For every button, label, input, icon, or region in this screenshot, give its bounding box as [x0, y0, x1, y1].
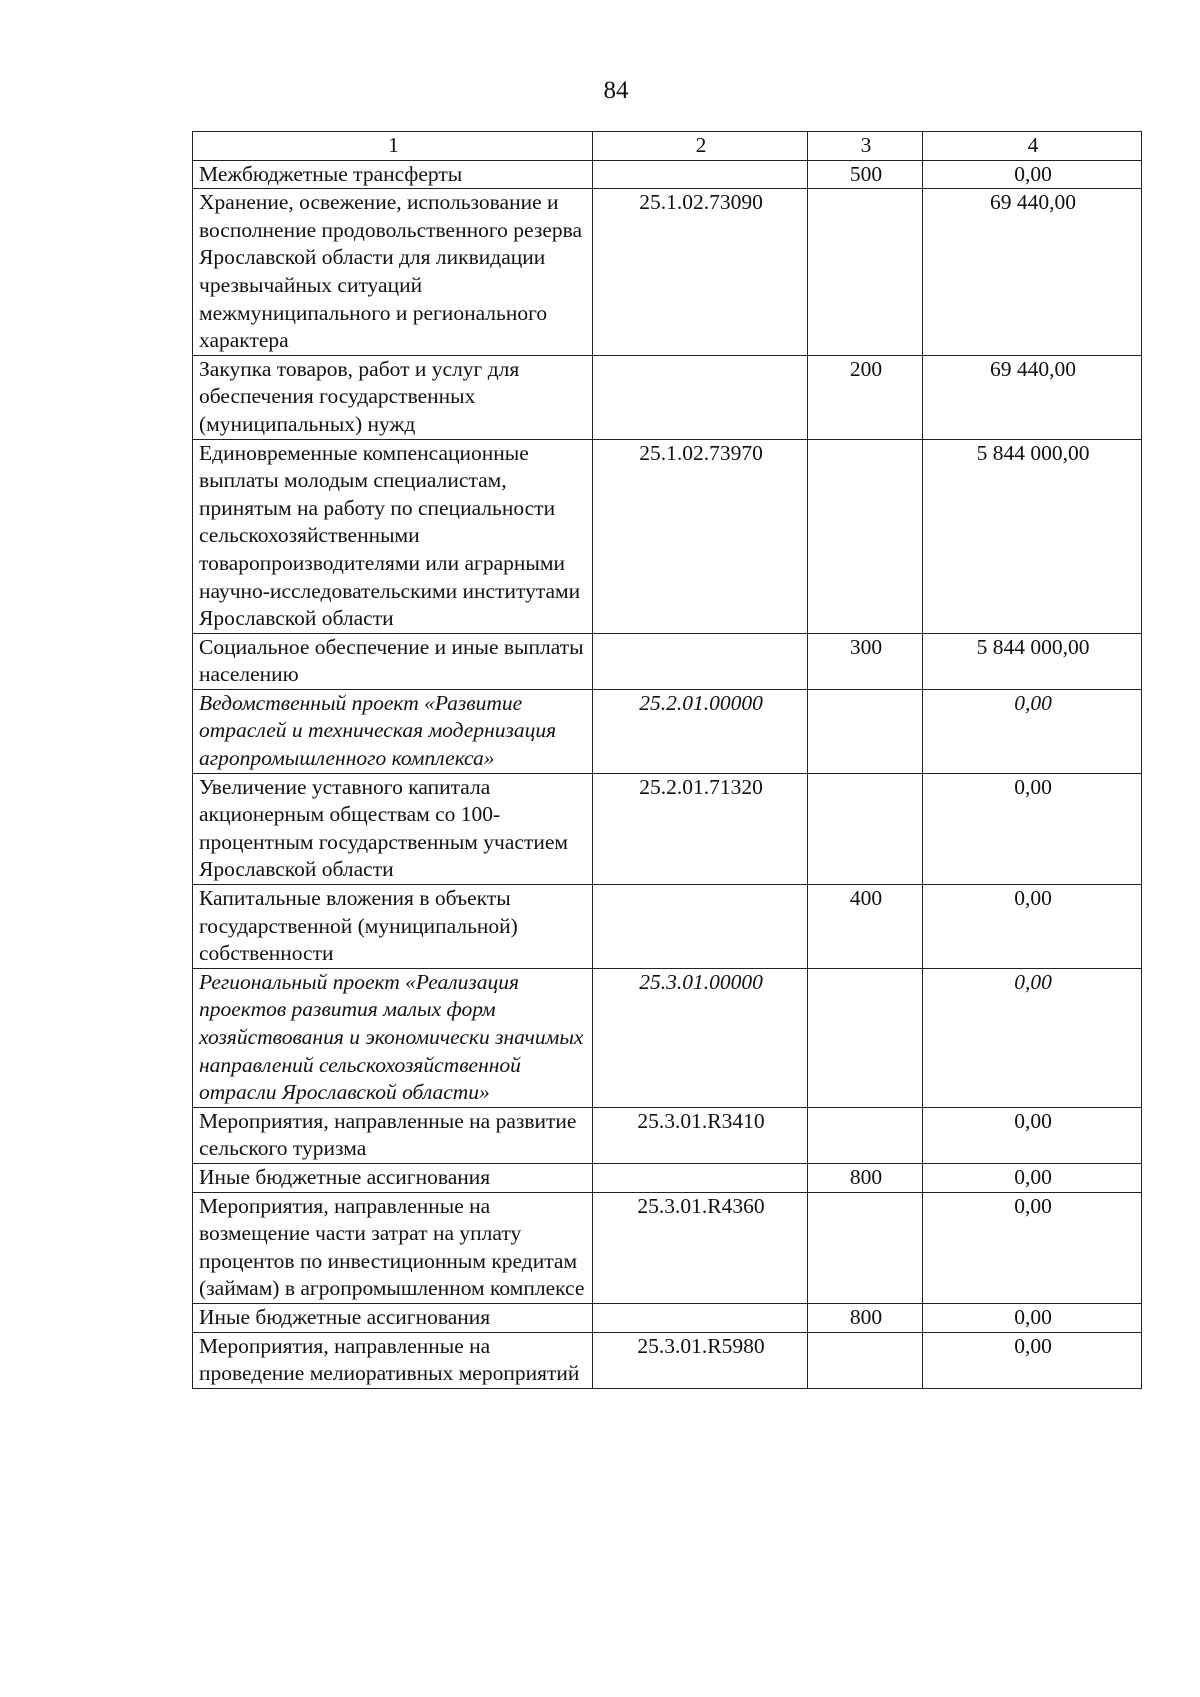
row-name-cell: Капитальные вложения в объекты государственной (муниципальной) собственности	[193, 885, 593, 969]
header-row	[193, 132, 1142, 161]
row-name-cell: Мероприятия, направленные на проведение мелиоративных мероприятий	[193, 1332, 593, 1388]
row-code-cell	[593, 355, 808, 439]
row-amount-cell: 69 440,00	[923, 355, 1142, 439]
row-amount-cell: 0,00	[923, 1332, 1142, 1388]
row-code-cell: 25.2.01.71320	[593, 773, 808, 884]
row-type-cell	[808, 689, 923, 773]
row-code-cell: 25.1.02.73090	[593, 189, 808, 356]
row-code-cell	[593, 885, 808, 969]
table-row	[193, 1107, 1142, 1163]
row-name-cell: Межбюджетные трансферты	[193, 160, 593, 189]
row-type-cell	[808, 968, 923, 1107]
row-type-cell: 800	[808, 1303, 923, 1332]
row-name-cell: Увеличение уставного капитала акционерным обществам со 100-процентным государственным участием Ярославской области	[193, 773, 593, 884]
row-type-cell	[808, 1192, 923, 1303]
row-amount-cell: 0,00	[923, 689, 1142, 773]
row-name-cell: Хранение, освежение, использование и восполнение продовольственного резерва Ярославской области для ликвидации чрезвычайных ситуаций межмуниципального и регионального характера	[193, 189, 593, 356]
table-row	[193, 355, 1142, 439]
table-body	[193, 132, 1142, 1389]
row-code-cell: 25.1.02.73970	[593, 439, 808, 633]
row-code-cell	[593, 160, 808, 189]
row-name-cell: Региональный проект «Реализация проектов развития малых форм хозяйствования и экономически значимых направлений сельскохозяйственной отрасли Ярославской области»	[193, 968, 593, 1107]
table-row	[193, 160, 1142, 189]
row-type-cell: 300	[808, 633, 923, 689]
table-row	[193, 189, 1142, 356]
row-type-cell	[808, 439, 923, 633]
row-code-cell: 25.3.01.R4360	[593, 1192, 808, 1303]
row-code-cell	[593, 633, 808, 689]
row-amount-cell: 0,00	[923, 1303, 1142, 1332]
row-amount-cell: 0,00	[923, 1192, 1142, 1303]
table-row	[193, 1192, 1142, 1303]
row-code-cell: 25.3.01.00000	[593, 968, 808, 1107]
table-row	[193, 885, 1142, 969]
table-row	[193, 1332, 1142, 1388]
row-amount-cell: 0,00	[923, 160, 1142, 189]
row-name-cell: Ведомственный проект «Развитие отраслей и техническая модернизация агропромышленного комплекса»	[193, 689, 593, 773]
header-cell-4: 4	[923, 132, 1142, 161]
row-code-cell	[593, 1303, 808, 1332]
row-code-cell: 25.3.01.R3410	[593, 1107, 808, 1163]
table-row	[193, 689, 1142, 773]
row-code-cell: 25.3.01.R5980	[593, 1332, 808, 1388]
row-amount-cell: 0,00	[923, 885, 1142, 969]
table-row	[193, 1163, 1142, 1192]
header-cell-2: 2	[593, 132, 808, 161]
row-code-cell: 25.2.01.00000	[593, 689, 808, 773]
row-amount-cell: 5 844 000,00	[923, 439, 1142, 633]
row-name-cell: Иные бюджетные ассигнования	[193, 1163, 593, 1192]
row-type-cell: 800	[808, 1163, 923, 1192]
row-amount-cell: 69 440,00	[923, 189, 1142, 356]
row-type-cell	[808, 189, 923, 356]
budget-table	[192, 131, 1142, 1389]
row-name-cell: Иные бюджетные ассигнования	[193, 1303, 593, 1332]
row-amount-cell: 0,00	[923, 773, 1142, 884]
table-row	[193, 1303, 1142, 1332]
row-type-cell	[808, 773, 923, 884]
row-amount-cell: 0,00	[923, 968, 1142, 1107]
row-name-cell: Закупка товаров, работ и услуг для обеспечения государственных (муниципальных) нужд	[193, 355, 593, 439]
row-type-cell	[808, 1107, 923, 1163]
table-row	[193, 773, 1142, 884]
row-amount-cell: 0,00	[923, 1107, 1142, 1163]
table-row	[193, 633, 1142, 689]
header-cell-1: 1	[193, 132, 593, 161]
row-amount-cell: 0,00	[923, 1163, 1142, 1192]
table-row	[193, 968, 1142, 1107]
row-type-cell: 500	[808, 160, 923, 189]
row-type-cell: 200	[808, 355, 923, 439]
row-name-cell: Мероприятия, направленные на развитие сельского туризма	[193, 1107, 593, 1163]
row-name-cell: Социальное обеспечение и иные выплаты населению	[193, 633, 593, 689]
row-name-cell: Единовременные компенсационные выплаты молодым специалистам, принятым на работу по специальности сельскохозяйственными товаропроизводителями или аграрными научно-исследовательскими институтами Ярославской области	[193, 439, 593, 633]
page-number: 84	[603, 77, 629, 104]
row-name-cell: Мероприятия, направленные на возмещение части затрат на уплату процентов по инвестиционным кредитам (займам) в агропромышленном комплексе	[193, 1192, 593, 1303]
header-cell-3: 3	[808, 132, 923, 161]
row-amount-cell: 5 844 000,00	[923, 633, 1142, 689]
row-type-cell	[808, 1332, 923, 1388]
row-code-cell	[593, 1163, 808, 1192]
row-type-cell: 400	[808, 885, 923, 969]
table-row	[193, 439, 1142, 633]
